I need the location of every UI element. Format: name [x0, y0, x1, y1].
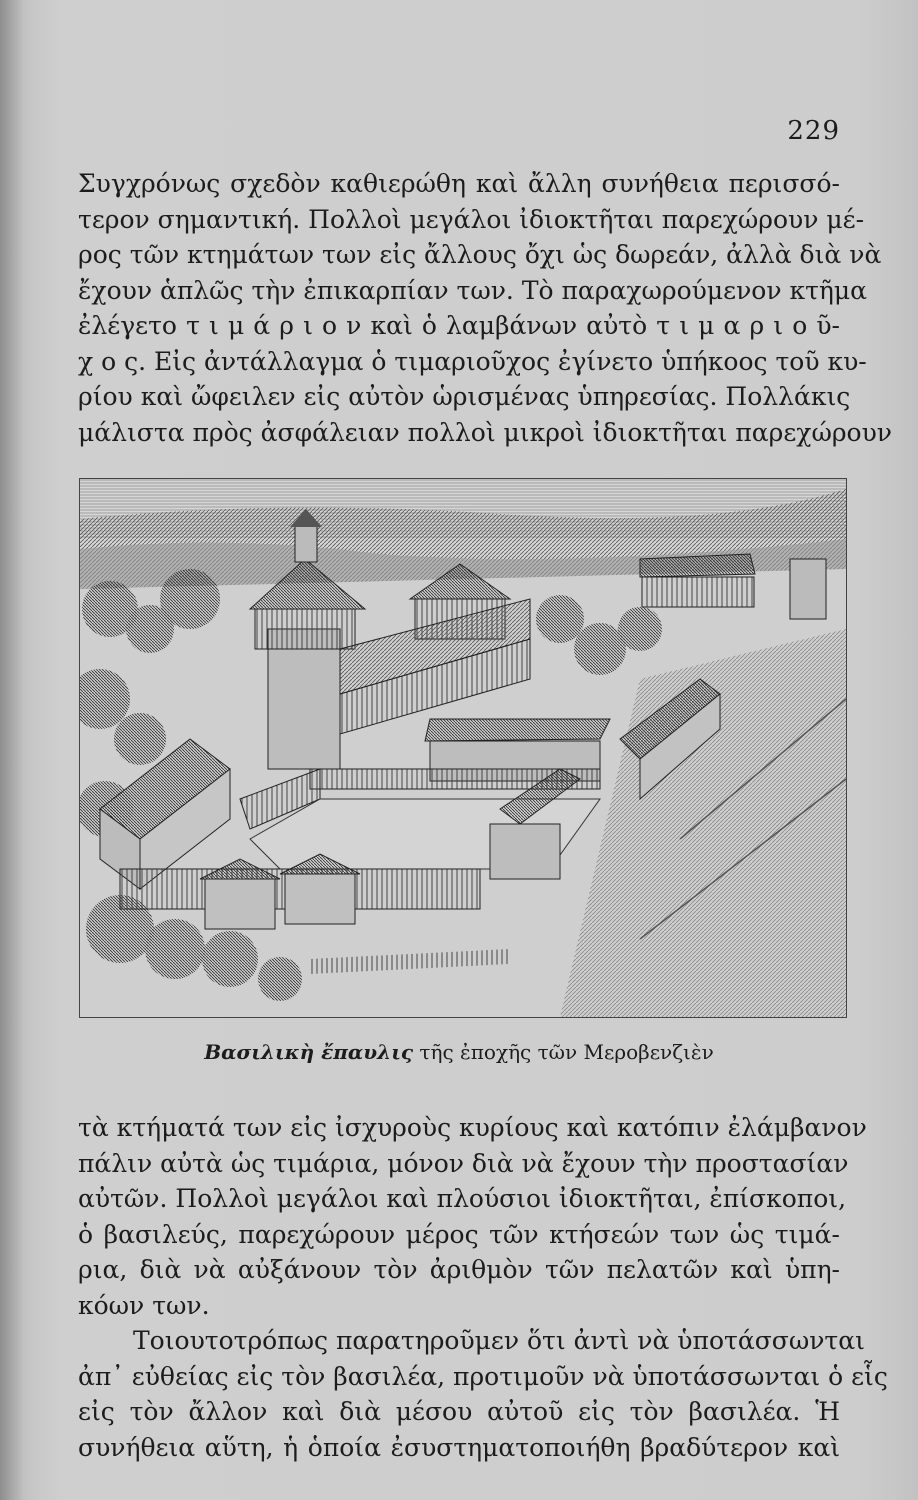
text-line: ὁ βασιλεύς, παρεχώρουν μέρος τῶν κτήσεών των ὡς τιμά-	[78, 1219, 840, 1249]
page-number: 229	[787, 116, 840, 146]
text-line: Συγχρόνως σχεδὸν καθιερώθη καὶ ἄλλη συνήθεια περισσό-	[78, 169, 840, 198]
text-line: τὰ κτήματά των εἰς ἰσχυροὺς κυρίους καὶ κατόπιν ἐλάμβανον	[78, 1113, 867, 1142]
text-line: ρια, διὰ νὰ αὐξάνουν τὸν ἀριθμὸν τῶν πελατῶν καὶ ὑπη-	[78, 1255, 840, 1284]
text-line: ρος τῶν κτημάτων των εἰς ἄλλους ὄχι ὡς δωρεάν, ἀλλὰ διὰ νὰ	[78, 240, 882, 269]
figure-caption	[0, 1040, 918, 1064]
text-line: αὐτῶν. Πολλοὶ μεγάλοι καὶ πλούσιοι ἰδιοκτῆται, ἐπίσκοποι,	[78, 1184, 847, 1213]
text-line: Τοιουτοτρόπως παρατηροῦμεν ὅτι ἀντὶ νὰ ὑποτάσσωνται	[133, 1326, 865, 1355]
text-line: τερον σημαντική. Πολλοὶ μεγάλοι ἰδιοκτῆται παρεχώρουν μέ-	[78, 204, 865, 234]
text-line: μάλιστα πρὸς ἀσφάλειαν πολλοὶ μικροὶ ἰδιοκτῆται παρεχώρουν	[78, 417, 892, 447]
top-paragraph	[78, 166, 892, 450]
caption-text: τῆς ἐποχῆς τῶν Μεροβενζιὲν	[413, 1040, 714, 1064]
text-line: συνήθεια αὕτη, ἡ ὁποία ἐσυστηματοποιήθη βραδύτερον καὶ	[78, 1432, 840, 1462]
text-line: εἰς τὸν ἄλλον καὶ διὰ μέσου αὐτοῦ εἰς τὸν βασιλέα. Ἡ	[78, 1397, 840, 1426]
text-line: ἐλέγετο τ ι μ ά ρ ι ο ν καὶ ὁ λαμβάνων αὐτὸ τ ι μ α ρ ι ο ῦ-	[78, 311, 840, 340]
bottom-text	[78, 1110, 888, 1465]
book-spine-shadow	[0, 0, 22, 1500]
text-line: κόων των.	[78, 1290, 210, 1320]
text-line: ἀπ᾿ εὐθείας εἰς τὸν βασιλέα, προτιμοῦν νὰ ὑποτάσσωνται ὁ εἷς	[78, 1361, 888, 1391]
text-line: ἔχουν ἁπλῶς τὴν ἐπικαρπίαν των. Τὸ παραχωρούμενον κτῆμα	[78, 275, 868, 305]
text-line: ρίου καὶ ὤφειλεν εἰς αὐτὸν ὡρισμένας ὑπηρεσίας. Πολλάκις	[78, 382, 851, 411]
engraving-illustration	[79, 478, 847, 1018]
caption-title: Βασιλικὴ ἔπαυλις	[204, 1040, 414, 1064]
text-line: χ ο ς. Εἰς ἀντάλλαγμα ὁ τιμαριοῦχος ἐγίνετο ὑπήκοος τοῦ κυ-	[78, 346, 867, 376]
text-line: πάλιν αὐτὰ ὡς τιμάρια, μόνον διὰ νὰ ἔχουν τὴν προστασίαν	[78, 1148, 849, 1178]
royal-villa-engraving	[80, 479, 846, 1017]
